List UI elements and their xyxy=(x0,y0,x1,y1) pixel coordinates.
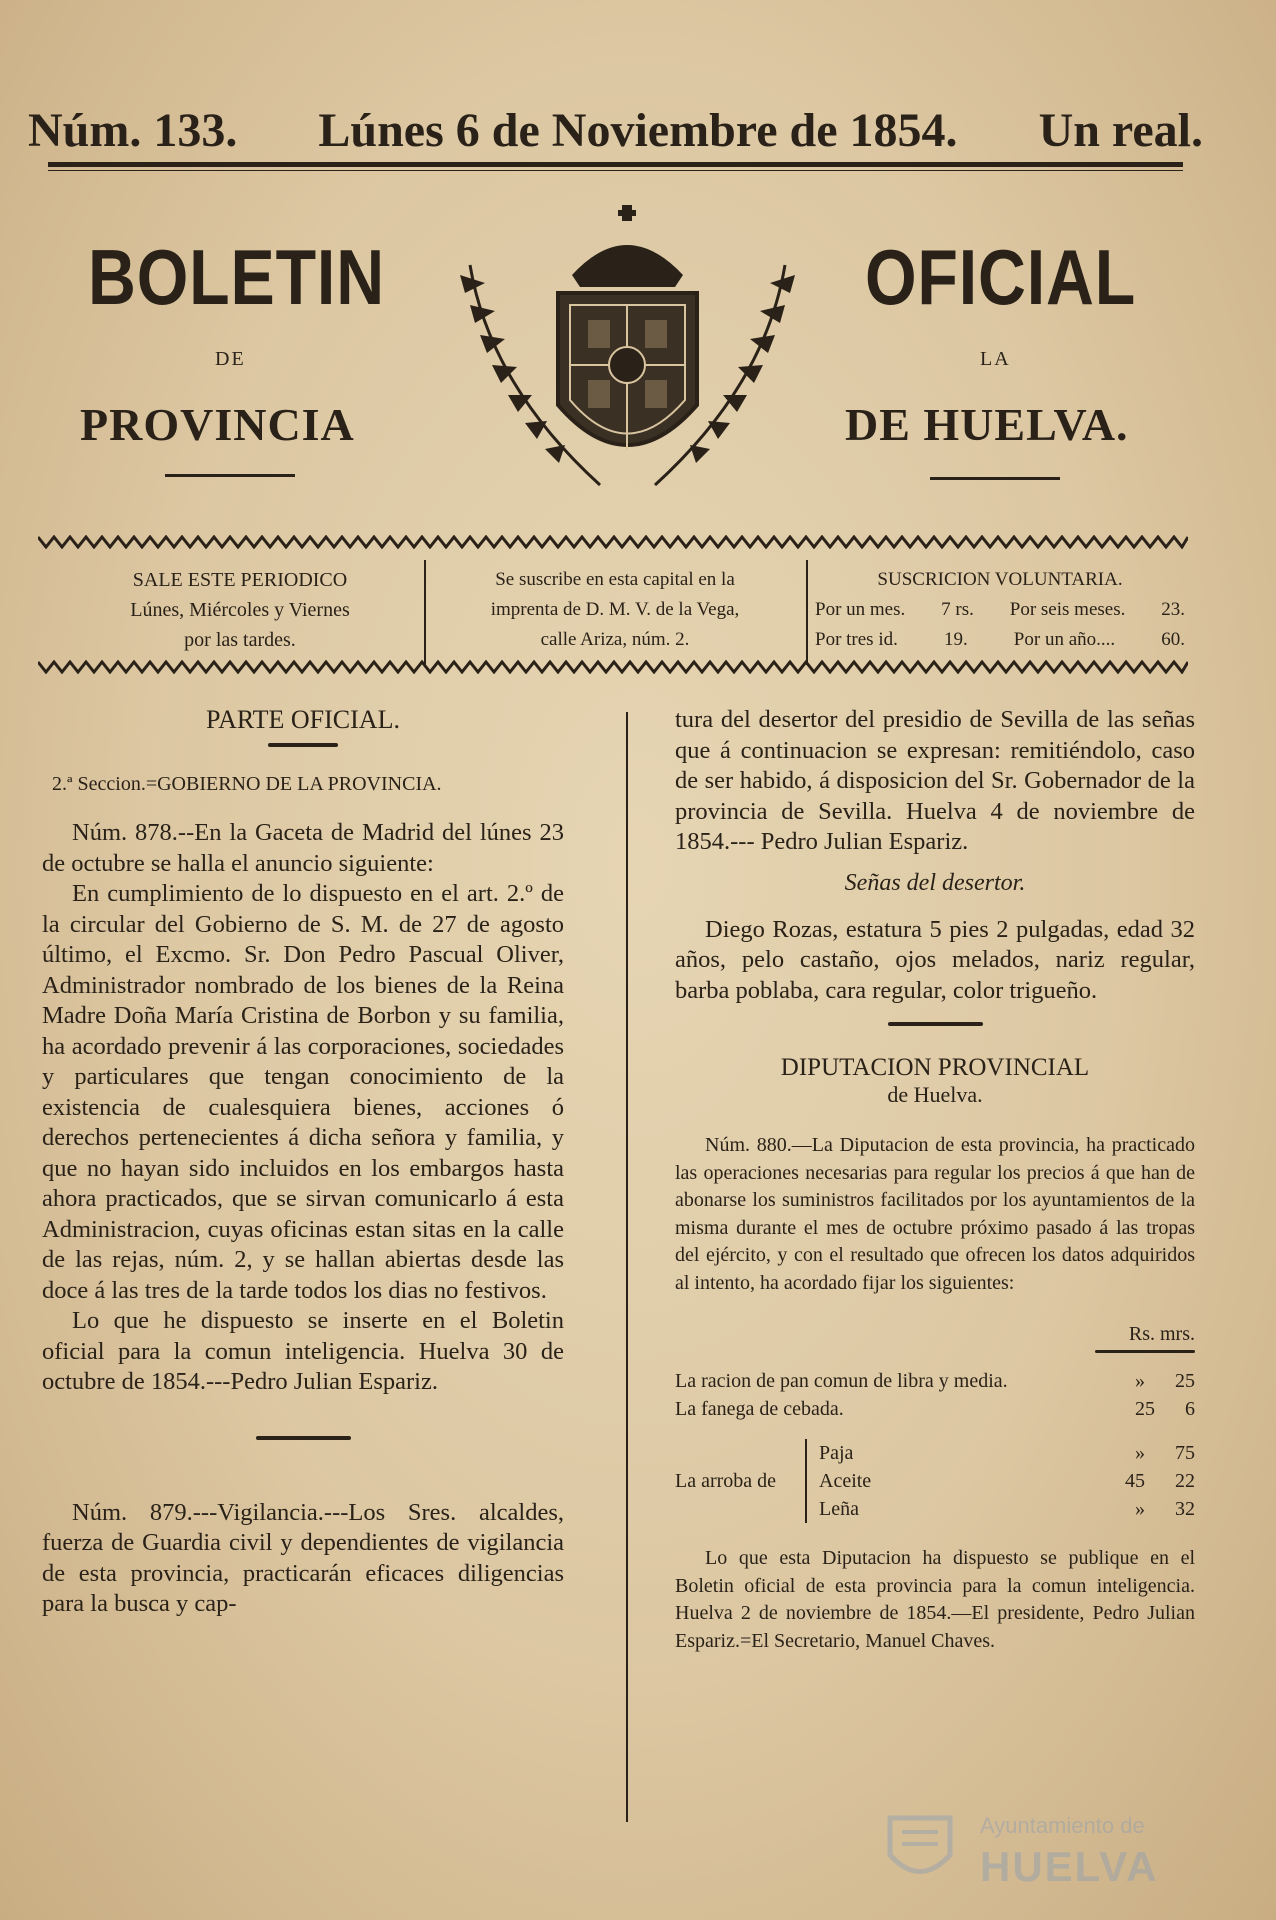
price-row xyxy=(819,1495,1195,1523)
notice-878-intro: Núm. 878.--En la Gaceta de Madrid del lúnes 23 de octubre se halla el anuncio siguiente: xyxy=(42,819,564,877)
price-rs: 45 xyxy=(1125,1470,1145,1492)
title-de-huelva: DE HUELVA. xyxy=(845,399,1129,450)
left-column xyxy=(42,705,564,1620)
rates-title: SUSCRICION VOLUNTARIA. xyxy=(877,569,1123,590)
notice-879-continued: tura del desertor del presidio de Sevilla de las señas que á continuacion se expresan: remitiéndolo, caso de ser habido, á disposicion del Sr. Gobernador de la provincia de Sevilla. Huelva 4 de noviembre de 1854.--- Pedro Julian Espariz. xyxy=(675,706,1195,855)
price-label: La racion de pan comun de libra y media. xyxy=(675,1370,1008,1392)
arroba-label: La arroba de xyxy=(675,1469,777,1492)
price-label: La fanega de cebada. xyxy=(675,1398,844,1420)
diputacion-title: DIPUTACION PROVINCIAL xyxy=(780,1054,1090,1081)
archive-watermark xyxy=(880,1805,1210,1895)
notice-878-body: En cumplimiento de lo dispuesto en el art. 2.º de la circular del Gobierno de S. M. de 27 de agosto último, el Excmo. Sr. Don Pedro Pascual Oliver, Administrador nombrado de los bienes de la Reina Madre Doña María Cristina de Borbon y su familia, ha acordado prevenir á las corporaciones, sociedades y particulares que tengan conocimiento de la existencia de cualesquiera bienes, acciones ó derechos pertenecientes á dicha señora y familia, y que no hayan sido incluidos en los embargos hasta ahora practicados, que se sirvan comunicarlo á esta Administracion, cuyas oficinas estan sitas en la calle de las rejas, núm. 2, y se hallan abiertas desde las doce á las tres de la tarde todos los dias no festivos. xyxy=(42,880,564,1304)
price-row xyxy=(819,1467,1195,1495)
price-rs: » xyxy=(1135,1442,1145,1464)
price-rs: » xyxy=(1135,1370,1145,1392)
column-divider xyxy=(626,712,628,1822)
zigzag-border-bottom xyxy=(38,660,1188,674)
price-mrs: 25 xyxy=(1175,1370,1195,1392)
rate-value: 7 rs. xyxy=(941,599,974,620)
masthead xyxy=(28,100,1203,160)
title-la: LA xyxy=(980,348,1011,370)
title-oficial: OFICIAL xyxy=(865,233,1137,321)
price-rs: 25 xyxy=(1135,1398,1155,1420)
notice-divider xyxy=(888,1022,983,1026)
price-label: Aceite xyxy=(819,1470,872,1492)
diputacion-subtitle: de Huelva. xyxy=(887,1082,983,1107)
rate-value: 60. xyxy=(1161,629,1185,650)
rate-value: 19. xyxy=(943,629,968,650)
info-subscription-line: Se suscribe en esta capital en la xyxy=(495,569,735,590)
arroba-items xyxy=(805,1439,1195,1523)
info-publication-line: Lúnes, Miércoles y Viernes xyxy=(130,599,350,621)
info-publication xyxy=(55,560,425,660)
price-mrs: 75 xyxy=(1175,1442,1195,1464)
section-title: PARTE OFICIAL. xyxy=(206,705,400,734)
issue-date: Lúnes 6 de Noviembre de 1854. xyxy=(318,103,958,157)
price-label: Paja xyxy=(819,1442,854,1464)
watermark-line2: HUELVA xyxy=(980,1843,1159,1890)
title-boletin: BOLETIN xyxy=(88,233,385,321)
rate-value: 23. xyxy=(1161,599,1185,620)
title-de: DE xyxy=(215,348,246,370)
rate-label: Por tres id. xyxy=(815,629,898,650)
right-column xyxy=(675,705,1195,1655)
price-mrs: 22 xyxy=(1175,1470,1195,1492)
notice-880-closing: Lo que esta Diputacion ha dispuesto se publique en el Boletin oficial de esta provincia para la comun inteligencia. Huelva 2 de noviembre de 1854.—El presidente, Pedro Julian Espariz.=El Secretario, Manuel Chaves. xyxy=(675,1547,1195,1652)
info-subscription-line: imprenta de D. M. V. de la Vega, xyxy=(490,599,740,620)
price-rs: » xyxy=(1135,1498,1145,1520)
issue-number: Núm. 133. xyxy=(28,103,238,157)
price-row xyxy=(819,1439,1195,1467)
arroba-group xyxy=(675,1439,1195,1523)
info-subscription-place xyxy=(430,560,800,660)
notice-879-start: Núm. 879.---Vigilancia.---Los Sres. alcaldes, fuerza de Guardia civil y dependientes de vigilancia de esta provincia, practicarán eficaces diligencias para la busca y cap- xyxy=(42,1498,564,1617)
price-mrs: 6 xyxy=(1185,1398,1195,1420)
deserter-heading: Señas del desertor. xyxy=(844,869,1026,896)
rate-label: Por un año.... xyxy=(1013,629,1116,650)
title-ornament-right xyxy=(930,477,1060,480)
title-provincia: PROVINCIA xyxy=(80,399,355,450)
info-publication-line: SALE ESTE PERIODICO xyxy=(132,569,348,591)
zigzag-border-top xyxy=(38,535,1188,549)
rates-row xyxy=(815,595,1185,625)
rate-label: Por un mes. xyxy=(815,599,906,620)
city-shield-icon xyxy=(880,1810,960,1890)
price-table-header: Rs. mrs. xyxy=(1128,1323,1195,1345)
notice-880-body: Núm. 880.—La Diputacion de esta provincia, ha practicado las operaciones necesarias para regular los precios á que han de abonarse los suministros facilitados por los ayuntamientos de la misma durante el mes de octubre próximo pasado á las tropas del ejército, y con el resultado que ofrecen los datos adquiridos al intento, ha acordado fijar los siguientes: xyxy=(675,1134,1195,1294)
info-subscription-line: calle Ariza, núm. 2. xyxy=(540,629,690,650)
price-row xyxy=(675,1395,1195,1423)
info-subscription-rates xyxy=(810,560,1190,660)
info-publication-line: por las tardes. xyxy=(184,629,296,651)
rate-label: Por seis meses. xyxy=(1009,599,1126,620)
watermark-line1: Ayuntamiento de xyxy=(980,1813,1145,1838)
price-label: Leña xyxy=(819,1498,859,1520)
section-subtitle: 2.ª Seccion.=GOBIERNO DE LA PROVINCIA. xyxy=(52,773,442,795)
rates-row xyxy=(815,625,1185,655)
masthead-rule-thin xyxy=(48,170,1183,171)
info-separator xyxy=(424,560,426,665)
price-row xyxy=(675,1367,1195,1395)
price-header-rule xyxy=(1095,1350,1195,1353)
price-mrs: 32 xyxy=(1175,1498,1195,1520)
notice-divider xyxy=(256,1436,351,1440)
info-separator xyxy=(806,560,808,665)
notice-878-closing: Lo que he dispuesto se inserte en el Boletin oficial para la comun inteligencia. Huelva 30 de octubre de 1854.---Pedro Julian Espariz. xyxy=(42,1307,564,1395)
section-divider xyxy=(268,743,338,747)
deserter-description: Diego Rozas, estatura 5 pies 2 pulgadas, edad 32 años, pelo castaño, ojos melados, nariz regular, barba poblaba, cara regular, color trigueño. xyxy=(675,915,1195,1004)
title-ornament-left xyxy=(165,474,295,477)
royal-crest-icon xyxy=(430,205,825,505)
issue-price: Un real. xyxy=(1038,103,1203,157)
masthead-rule xyxy=(48,162,1183,167)
